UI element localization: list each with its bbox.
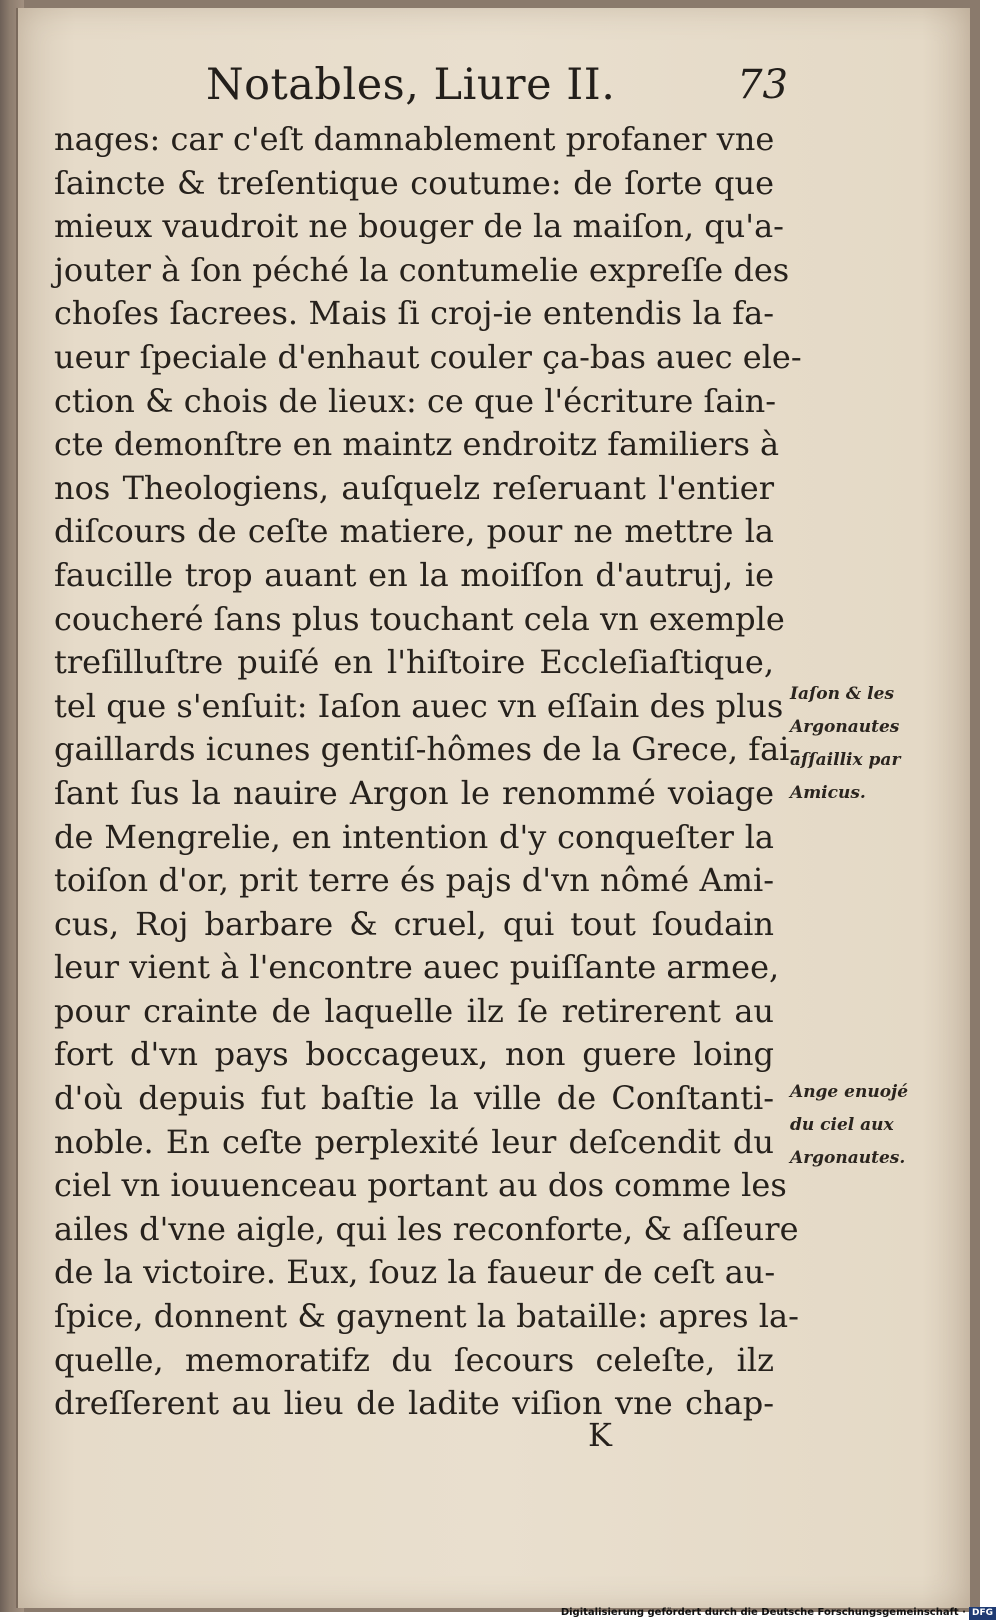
margin-note-line: Argonautes [790,717,900,737]
text-line: ciel vn iouuenceau portant au dos comme les [54,1166,787,1205]
footer-text: Digitalisierung gefördert durch die Deutsche Forschungsgemeinschaft · [560,1607,966,1618]
margin-note-line: Amicus. [790,783,866,803]
text-line: de la victoire. Eux, ſouz la faueur de ceſt au- [54,1253,776,1292]
page-number: 73 [737,62,788,108]
text-line: d'où depuis fut baſtie la ville de Conſtanti- [54,1079,774,1118]
text-line: tel que s'enſuit: Iaſon auec vn eſſain des plus [54,686,784,725]
text-line: coucheré ſans plus touchant cela vn exemple [54,599,785,638]
text-line: dreſſerent au lieu de ladite viſion vne chap- [54,1384,774,1423]
margin-note-line: aſſaillix par [790,750,901,770]
text-line: treſilluſtre puiſé en l'hiſtoire Eccleſiaſtique, [54,643,774,682]
catchword: K [588,1416,612,1454]
text-line: faucille trop auant en la moiſſon d'autruj, ie [54,555,774,594]
text-line: fort d'vn pays boccageux, non guere loing [54,1035,774,1074]
text-line: ſpice, donnent & gaynent la bataille: apres la- [54,1297,799,1336]
text-line: cte demonſtre en maintz endroitz familiers à [54,425,780,464]
text-line: mieux vaudroit ne bouger de la maiſon, qu'a- [54,207,784,246]
text-line: nos Theologiens, auſquelz reſeruant l'entier [54,468,774,507]
running-title: Notables, Liure II. [206,60,616,110]
margin-note-line: Iaſon & les [790,684,895,704]
text-line: pour crainte de laquelle ilz ſe retirerent au [54,991,774,1030]
margin-note [790,1076,950,1175]
digitization-footer [561,1606,996,1619]
text-line: jouter à ſon péché la contumelie expreſſe des [54,250,790,289]
text-line: noble. En ceſte perplexité leur deſcendit du [54,1122,774,1161]
text-line: ſaincte & treſentique coutume: de ſorte que [54,163,774,202]
text-line: toiſon d'or, prit terre és pajs d'vn nômé Ami- [54,861,774,900]
text-line: ſant ſus la nauire Argon le renommé voiage [54,773,774,812]
margin-note [790,678,950,810]
book-page [16,8,970,1608]
text-line: ction & chois de lieux: ce que l'écriture ſain- [54,381,777,420]
text-line: de Mengrelie, en intention d'y conqueſter la [54,817,774,856]
text-line: cus, Roj barbare & cruel, qui tout ſoudain [54,904,774,943]
body-text [54,118,802,1426]
text-line: diſcours de ceſte matiere, pour ne mettre la [54,512,774,551]
text-line: quelle, memoratifz du ſecours celeſte, ilz [54,1340,774,1379]
margin-note-line: du ciel aux [790,1115,894,1135]
page-header [188,60,788,122]
text-line: gaillards icunes gentiſ-hômes de la Grece, fai- [54,730,801,769]
margin-note-line: Argonautes. [790,1148,906,1168]
text-line: leur vient à l'encontre auec puiſſante armee, [54,948,780,987]
dfg-logo: DFG [969,1607,996,1620]
text-line: ueur ſpeciale d'enhaut couler ça-bas auec ele- [54,337,802,376]
text-line: ailes d'vne aigle, qui les reconforte, & aſſeure [54,1209,799,1248]
text-line: nages: car c'eſt damnablement profaner vne [54,120,775,158]
margin-note-line: Ange enuojé [790,1082,909,1102]
text-line: choſes ſacrees. Mais ſi croj-ie entendis la fa- [54,294,774,333]
